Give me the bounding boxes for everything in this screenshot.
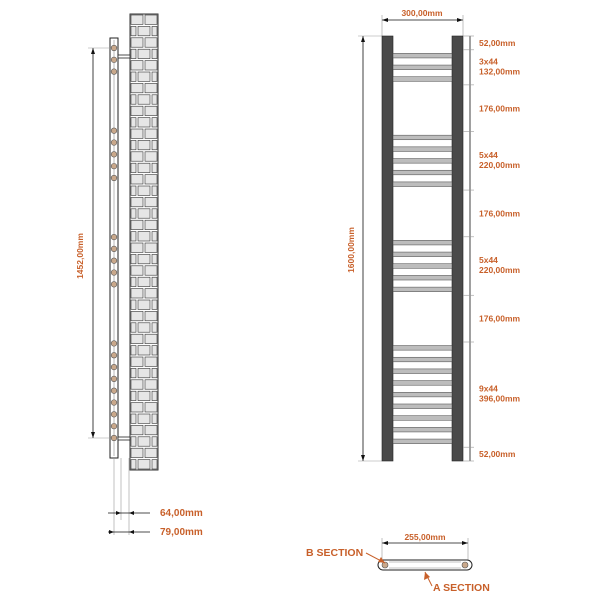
wall-bracket-top xyxy=(118,55,130,58)
bar-end-circle xyxy=(111,400,117,406)
brick xyxy=(145,175,157,184)
brick xyxy=(145,220,157,229)
brick xyxy=(138,118,150,127)
brick xyxy=(131,49,136,58)
brick xyxy=(131,403,143,412)
towel-bar xyxy=(393,159,452,164)
towel-bar xyxy=(393,287,452,292)
group-length-label: 132,00mm xyxy=(479,66,521,77)
bar-end-circle xyxy=(111,140,117,146)
towel-bar xyxy=(393,404,452,409)
brick xyxy=(138,72,150,81)
group-count-label: 5x44 xyxy=(479,149,498,160)
brick xyxy=(131,209,136,218)
brick-wall xyxy=(130,14,158,470)
total-height-arrow-top xyxy=(361,36,365,42)
section-width-label: 255,00mm xyxy=(404,532,446,542)
height-arrow-top xyxy=(91,48,95,54)
brick xyxy=(152,323,157,332)
brick xyxy=(131,346,136,355)
gap-length-label: 52,00mm xyxy=(479,37,516,48)
brick xyxy=(152,254,157,263)
brick xyxy=(131,391,136,400)
wall-outline xyxy=(130,14,158,470)
towel-bar xyxy=(393,182,452,187)
brick xyxy=(131,380,143,389)
brick xyxy=(131,15,143,24)
towel-bar xyxy=(393,416,452,421)
brick xyxy=(138,26,150,35)
brick xyxy=(138,140,150,149)
bar-end-circle xyxy=(111,423,117,429)
wall-bracket-bottom xyxy=(118,437,130,440)
depth-arrow-2a xyxy=(109,530,114,534)
brick xyxy=(145,357,157,366)
brick xyxy=(145,266,157,275)
section-view xyxy=(306,532,490,594)
brick xyxy=(138,300,150,309)
brick xyxy=(152,209,157,218)
brick xyxy=(138,391,150,400)
brick xyxy=(131,289,143,298)
bar-end-circle xyxy=(111,175,117,181)
brick xyxy=(152,232,157,241)
height-arrow-bottom xyxy=(91,432,95,438)
brick xyxy=(138,323,150,332)
brick xyxy=(145,311,157,320)
brick xyxy=(131,220,143,229)
brick xyxy=(131,437,136,446)
bar-end-circle xyxy=(111,163,117,169)
bar-end-circle xyxy=(111,246,117,252)
brick xyxy=(152,26,157,35)
brick xyxy=(138,49,150,58)
group-length-label: 220,00mm xyxy=(479,265,521,276)
brick xyxy=(131,232,136,241)
brick xyxy=(131,448,143,457)
depth-arrow-2b xyxy=(129,530,134,534)
brick xyxy=(145,334,157,343)
section-circle-right xyxy=(462,562,468,568)
a-section-arrow xyxy=(424,572,430,580)
brick xyxy=(131,83,143,92)
brick xyxy=(152,460,157,469)
bar-end-circle xyxy=(111,234,117,240)
brick xyxy=(138,186,150,195)
brick xyxy=(145,38,157,47)
brick xyxy=(131,300,136,309)
brick xyxy=(131,311,143,320)
brick xyxy=(145,106,157,115)
group-count-label: 9x44 xyxy=(479,383,498,394)
section-arrow-right xyxy=(462,541,468,545)
brick xyxy=(131,243,143,252)
bar-end-circle xyxy=(111,352,117,358)
brick xyxy=(131,95,136,104)
front-height-label: 1600,00mm xyxy=(346,227,356,273)
bar-end-circle xyxy=(111,45,117,51)
brick xyxy=(131,61,143,70)
towel-bar xyxy=(393,427,452,432)
brick xyxy=(131,106,143,115)
brick xyxy=(145,243,157,252)
bar-end-circle xyxy=(111,69,117,75)
brick xyxy=(152,163,157,172)
section-arrow-left xyxy=(382,541,388,545)
brick xyxy=(131,414,136,423)
brick xyxy=(131,140,136,149)
brick xyxy=(152,391,157,400)
brick xyxy=(145,61,157,70)
brick xyxy=(138,414,150,423)
left-rail xyxy=(382,36,393,461)
group-length-label: 220,00mm xyxy=(479,159,521,170)
brick xyxy=(152,277,157,286)
brick xyxy=(152,437,157,446)
towel-bar xyxy=(393,369,452,374)
front-width-label: 300,00mm xyxy=(401,8,443,18)
b-section-label: B SECTION xyxy=(306,547,364,559)
towel-bar xyxy=(393,346,452,351)
bar-end-circle xyxy=(111,258,117,264)
width-arrow-right xyxy=(457,18,463,22)
towel-bar xyxy=(393,275,452,280)
brick xyxy=(152,140,157,149)
brick xyxy=(131,72,136,81)
brick xyxy=(138,254,150,263)
right-rail xyxy=(452,36,463,461)
brick xyxy=(131,118,136,127)
towel-bar xyxy=(393,170,452,175)
brick xyxy=(145,380,157,389)
brick xyxy=(131,38,143,47)
brick xyxy=(152,72,157,81)
brick xyxy=(138,163,150,172)
brick xyxy=(152,414,157,423)
depth-arrow-1b xyxy=(129,511,134,515)
gap-length-label: 176,00mm xyxy=(479,208,521,219)
gap-length-label: 176,00mm xyxy=(479,103,521,114)
a-section-label: A SECTION xyxy=(433,582,490,594)
towel-bar xyxy=(393,77,452,82)
brick xyxy=(152,49,157,58)
front-view xyxy=(346,8,521,461)
brick xyxy=(152,95,157,104)
gap-length-label: 176,00mm xyxy=(479,313,521,324)
bar-end-circle xyxy=(111,57,117,63)
towel-bar xyxy=(393,147,452,152)
brick xyxy=(138,368,150,377)
towel-bar xyxy=(393,65,452,70)
towel-bar xyxy=(393,240,452,245)
towel-bar xyxy=(393,53,452,58)
brick xyxy=(138,232,150,241)
brick xyxy=(131,152,143,161)
towel-bar xyxy=(393,252,452,257)
brick xyxy=(131,266,143,275)
brick xyxy=(145,129,157,138)
depth-arrow-1a xyxy=(116,511,121,515)
brick xyxy=(152,368,157,377)
brick xyxy=(152,186,157,195)
brick xyxy=(131,163,136,172)
towel-bar xyxy=(393,392,452,397)
front-marks xyxy=(463,36,521,461)
brick xyxy=(138,95,150,104)
brick xyxy=(131,323,136,332)
brick xyxy=(131,26,136,35)
brick xyxy=(145,15,157,24)
bar-end-circle xyxy=(111,435,117,441)
side-depth-label-2: 79,00mm xyxy=(160,527,203,538)
bar-end-circle xyxy=(111,128,117,134)
group-count-label: 3x44 xyxy=(479,56,498,67)
brick xyxy=(145,403,157,412)
brick xyxy=(131,186,136,195)
bar-end-circle xyxy=(111,376,117,382)
brick xyxy=(152,300,157,309)
brick xyxy=(145,152,157,161)
group-count-label: 5x44 xyxy=(479,255,498,266)
brick xyxy=(138,460,150,469)
brick xyxy=(145,448,157,457)
bar-end-circle xyxy=(111,388,117,394)
brick xyxy=(131,254,136,263)
bar-end-circle xyxy=(111,412,117,418)
bar-end-circle xyxy=(111,152,117,158)
brick xyxy=(152,118,157,127)
section-profile xyxy=(378,560,472,570)
front-bars xyxy=(393,53,452,443)
towel-bar xyxy=(393,357,452,362)
side-depth-label-1: 64,00mm xyxy=(160,508,203,519)
brick xyxy=(145,197,157,206)
brick xyxy=(145,83,157,92)
brick xyxy=(131,175,143,184)
brick xyxy=(138,209,150,218)
brick xyxy=(131,368,136,377)
brick xyxy=(131,425,143,434)
towel-bar xyxy=(393,264,452,269)
brick xyxy=(131,357,143,366)
bar-end-circle xyxy=(111,341,117,347)
bar-end-circle xyxy=(111,282,117,288)
brick xyxy=(145,425,157,434)
bar-end-circle xyxy=(111,270,117,276)
brick xyxy=(131,129,143,138)
side-view xyxy=(75,14,203,538)
towel-bar xyxy=(393,439,452,444)
towel-bar xyxy=(393,381,452,386)
brick xyxy=(131,197,143,206)
towel-bar xyxy=(393,135,452,140)
brick xyxy=(131,460,136,469)
brick xyxy=(138,437,150,446)
width-arrow-left xyxy=(382,18,388,22)
brick xyxy=(131,277,136,286)
brick xyxy=(138,346,150,355)
total-height-arrow-bottom xyxy=(361,455,365,461)
group-length-label: 396,00mm xyxy=(479,393,521,404)
brick xyxy=(131,334,143,343)
bar-end-circle xyxy=(111,364,117,370)
brick xyxy=(138,277,150,286)
brick xyxy=(152,346,157,355)
side-height-label: 1452,00mm xyxy=(75,233,85,279)
gap-length-label: 52,00mm xyxy=(479,449,516,460)
brick xyxy=(145,289,157,298)
